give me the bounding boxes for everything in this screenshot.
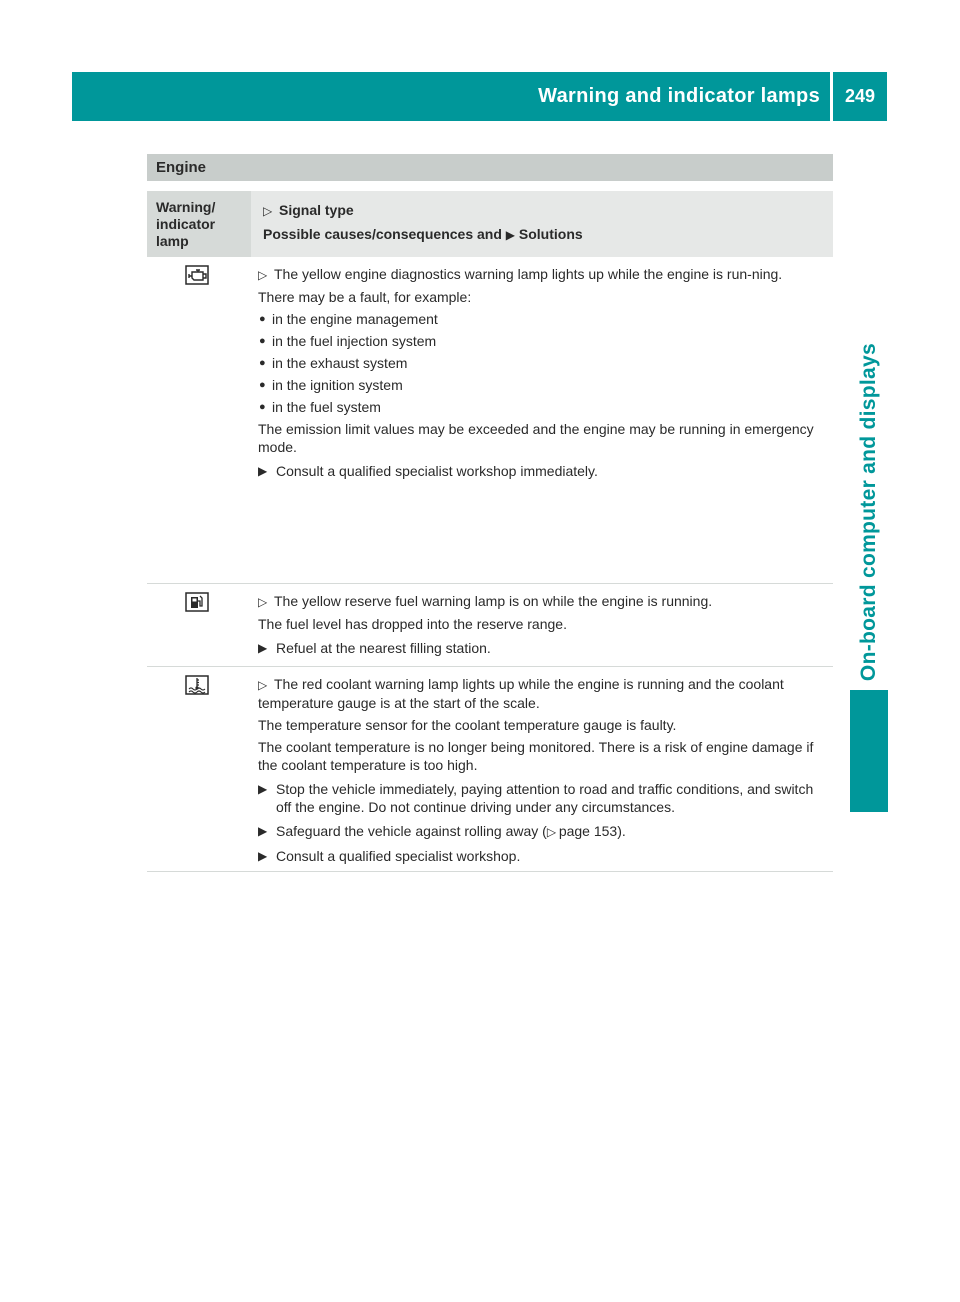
list-item — [258, 398, 821, 416]
description-cell — [147, 667, 833, 871]
signal-triangle-icon: ▷ — [258, 678, 268, 692]
page-reference-link[interactable]: page 153 — [558, 823, 618, 839]
page-header — [72, 72, 887, 121]
consequence-text: The emission limit values may be exceeded and the engine may be running in emergency mode. — [258, 421, 814, 455]
action-text: Consult a qualified specialist workshop immediately. — [276, 463, 598, 479]
table-row — [147, 667, 833, 872]
action-item — [258, 780, 821, 816]
list-item — [258, 376, 821, 394]
chapter-title: On-board computer and displays — [857, 342, 880, 681]
causes-label: Possible causes/consequences and — [263, 226, 502, 242]
action-text-end: ). — [617, 823, 626, 839]
solutions-label: Solutions — [518, 226, 583, 242]
action-arrow-icon: ▶ — [258, 782, 268, 796]
list-item — [258, 332, 821, 350]
consequence-text: The coolant temperature is no longer being monitored. There is a risk of engine damage if the coolant temperature is too high. — [258, 739, 814, 773]
section-title: Engine — [147, 154, 833, 181]
list-item-text: in the ignition system — [272, 377, 403, 393]
bullet-icon: ● — [259, 379, 266, 391]
action-item — [258, 822, 821, 841]
signal-triangle-icon: ▷ — [258, 595, 268, 609]
action-text: Stop the vehicle immediately, paying attention to road and traffic conditions, and switch off the engine. Do not continue driving under any circumstances. — [276, 781, 814, 815]
action-text: Safeguard the vehicle against rolling away ( — [276, 823, 547, 839]
action-text: Consult a qualified specialist workshop. — [276, 848, 521, 864]
action-item — [258, 639, 821, 657]
action-arrow-icon: ▶ — [258, 641, 268, 655]
action-item — [258, 462, 821, 480]
action-arrow-icon: ▶ — [258, 824, 268, 838]
signal-triangle-icon: ▷ — [263, 204, 273, 218]
list-item-text: in the exhaust system — [272, 355, 408, 371]
signal-text: The yellow engine diagnostics warning lamp lights up while the engine is run-ning. — [274, 266, 783, 282]
solution-arrow-icon: ▶ — [505, 228, 516, 242]
bullet-icon: ● — [259, 335, 266, 347]
action-item — [258, 847, 821, 865]
table-row — [147, 584, 833, 667]
consequence-text: The fuel level has dropped into the reserve range. — [258, 616, 567, 632]
signal-text: The yellow reserve fuel warning lamp is on while the engine is running. — [274, 593, 713, 609]
cause-intro: There may be a fault, for example: — [258, 289, 472, 305]
column-header-lamp — [147, 191, 251, 257]
cause-text: The temperature sensor for the coolant temperature gauge is faulty. — [258, 717, 677, 733]
signal-triangle-icon: ▷ — [258, 268, 268, 282]
bullet-icon: ● — [259, 357, 266, 369]
signal-type-label: Signal type — [279, 202, 354, 218]
action-arrow-icon: ▶ — [258, 464, 268, 478]
chapter-tab — [850, 121, 888, 681]
list-item-text: in the fuel system — [272, 399, 381, 415]
action-arrow-icon: ▶ — [258, 849, 268, 863]
column-header-line: Warning/ — [156, 199, 216, 215]
header-title: Warning and indicator lamps — [538, 85, 820, 107]
column-header-line: lamp — [156, 233, 189, 249]
table-header — [147, 191, 833, 257]
chapter-marker — [850, 690, 888, 812]
column-header-line: indicator — [156, 216, 216, 232]
bullet-icon: ● — [259, 401, 266, 413]
signal-text: The red coolant warning lamp lights up while the engine is running and the coolant temperature gauge is at the start of the scale. — [258, 676, 784, 711]
action-text: Refuel at the nearest filling station. — [276, 640, 491, 656]
list-item-text: in the fuel injection system — [272, 333, 437, 349]
list-item — [258, 310, 821, 328]
description-cell — [147, 257, 833, 583]
column-header-signal — [251, 191, 833, 257]
list-item — [258, 354, 821, 372]
description-cell — [147, 584, 833, 666]
page-ref-triangle-icon: ▷ — [546, 825, 557, 839]
table-row — [147, 257, 833, 584]
bullet-icon: ● — [259, 313, 266, 325]
page-number: 249 — [844, 86, 876, 106]
warning-lamp-table — [147, 191, 833, 872]
list-item-text: in the engine management — [272, 311, 438, 327]
